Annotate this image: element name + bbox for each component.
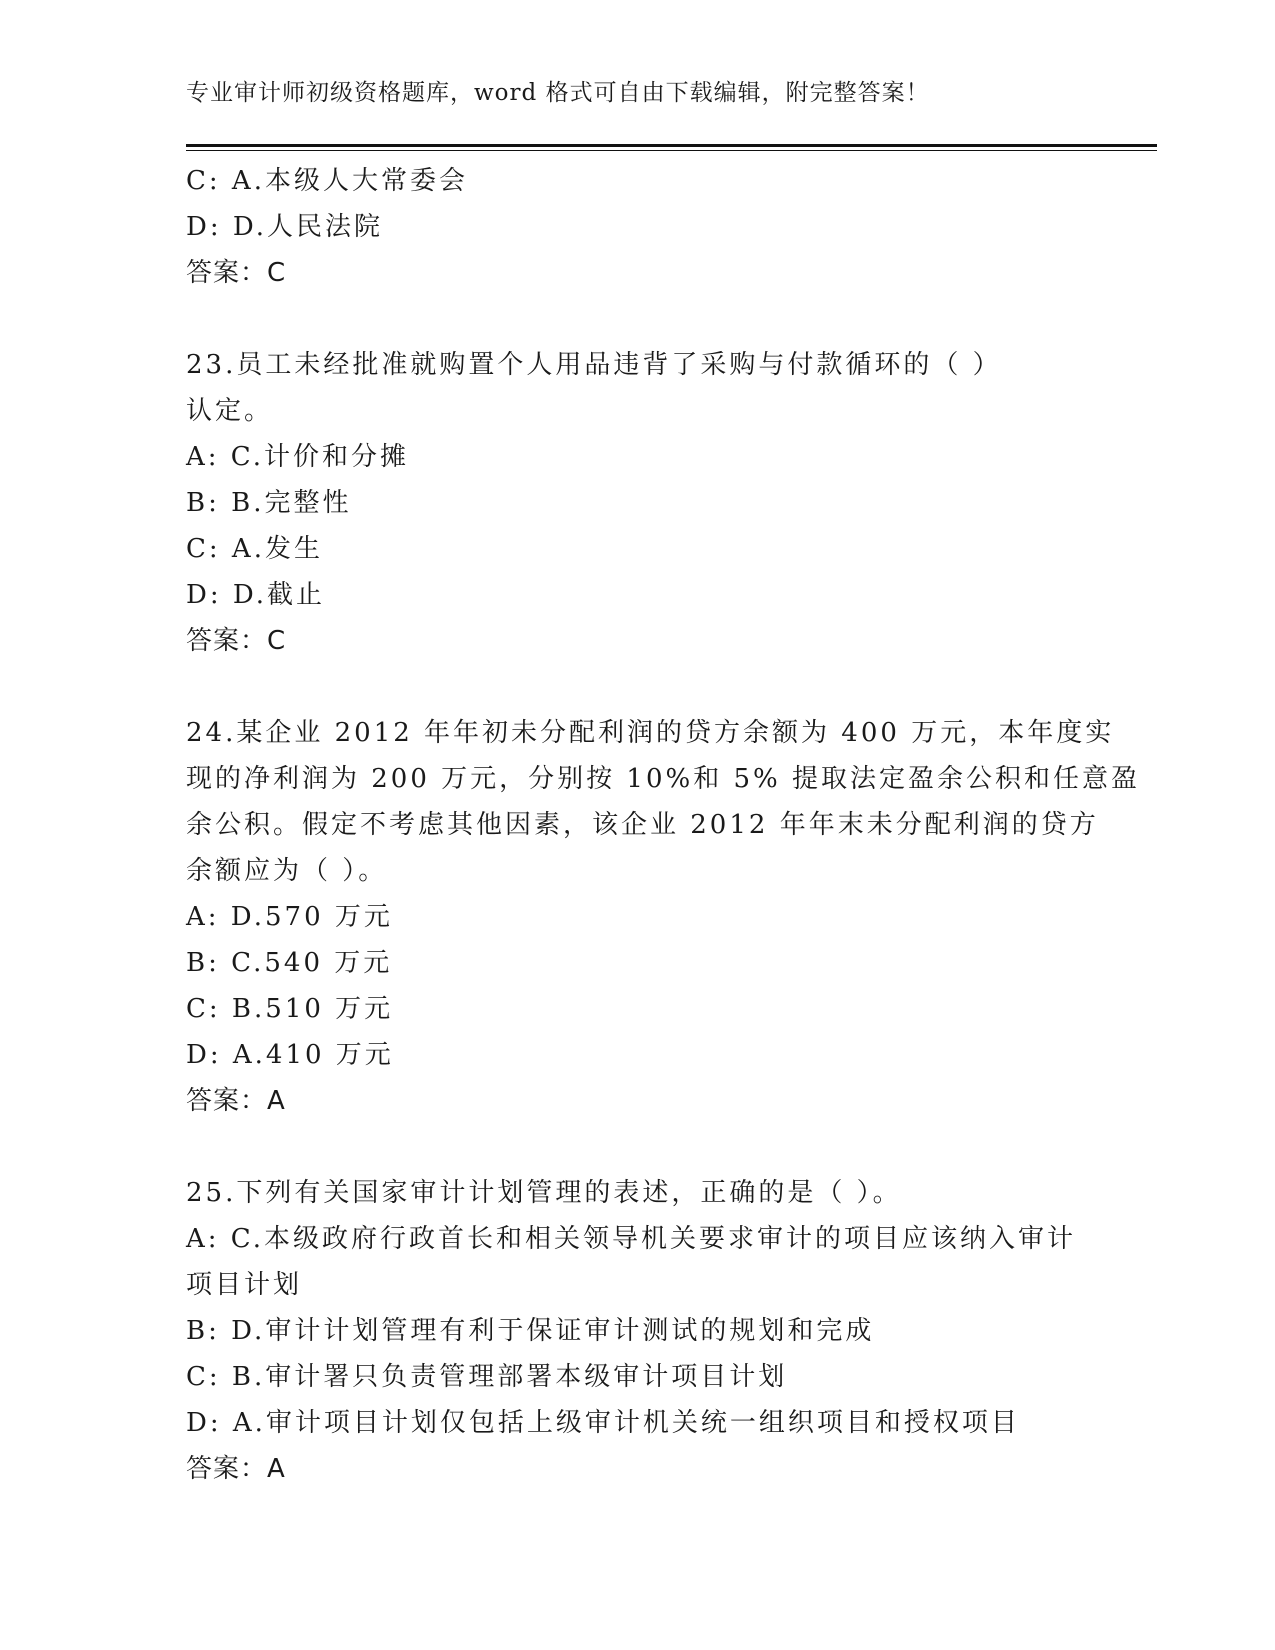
option-line: C: A.发生 [186, 534, 323, 564]
question-text: 现的净利润为 200 万元，分别按 10%和 5% 提取法定盈余公积和任意盈 [186, 764, 1140, 794]
answer-line: 答案：C [186, 626, 287, 656]
answer-line: 答案：A [186, 1086, 286, 1116]
question-block [186, 710, 1140, 1124]
option-line: 项目计划 [186, 1270, 303, 1300]
option-line: D: A.审计项目计划仅包括上级审计机关统一组织项目和授权项目 [186, 1408, 1020, 1438]
answer-line: 答案：A [186, 1454, 286, 1484]
option-line: D: A.410 万元 [186, 1040, 394, 1070]
answer-line: 答案：C [186, 258, 287, 288]
page-header: 专业审计师初级资格题库，word 格式可自由下载编辑，附完整答案！ [186, 80, 930, 106]
question-block [186, 1170, 1086, 1492]
question-text: 24.某企业 2012 年年初未分配利润的贷方余额为 400 万元，本年度实 [186, 718, 1115, 748]
question-text: 25.下列有关国家审计计划管理的表述，正确的是（ ）。 [186, 1178, 902, 1208]
question-text: 余公积。假定不考虑其他因素，该企业 2012 年年末未分配利润的贷方 [186, 810, 1099, 840]
option-line: D: D.人民法院 [186, 212, 384, 242]
option-line: A: C.本级政府行政首长和相关领导机关要求审计的项目应该纳入审计 [186, 1224, 1077, 1254]
question-text: 认定。 [186, 396, 274, 426]
question-text: 余额应为（ ）。 [186, 856, 388, 886]
question-block [186, 158, 1086, 296]
question-content [186, 158, 1140, 1492]
option-line: C: A.本级人大常委会 [186, 166, 468, 196]
block-gap [186, 1124, 1086, 1170]
option-line: B: C.540 万元 [186, 948, 393, 978]
header-rule [186, 144, 1157, 147]
question-block [186, 342, 1086, 664]
option-line: B: D.审计计划管理有利于保证审计测试的规划和完成 [186, 1316, 875, 1346]
header-rule-thin [186, 150, 1157, 151]
block-gap [186, 664, 1086, 710]
option-line: C: B.510 万元 [186, 994, 394, 1024]
question-text: 23.员工未经批准就购置个人用品违背了采购与付款循环的（ ） [186, 350, 1002, 380]
block-gap [186, 296, 1086, 342]
option-line: A: D.570 万元 [186, 902, 393, 932]
option-line: B: B.完整性 [186, 488, 352, 518]
option-line: D: D.截止 [186, 580, 326, 610]
option-line: A: C.计价和分摊 [186, 442, 410, 472]
option-line: C: B.审计署只负责管理部署本级审计项目计划 [186, 1362, 788, 1392]
